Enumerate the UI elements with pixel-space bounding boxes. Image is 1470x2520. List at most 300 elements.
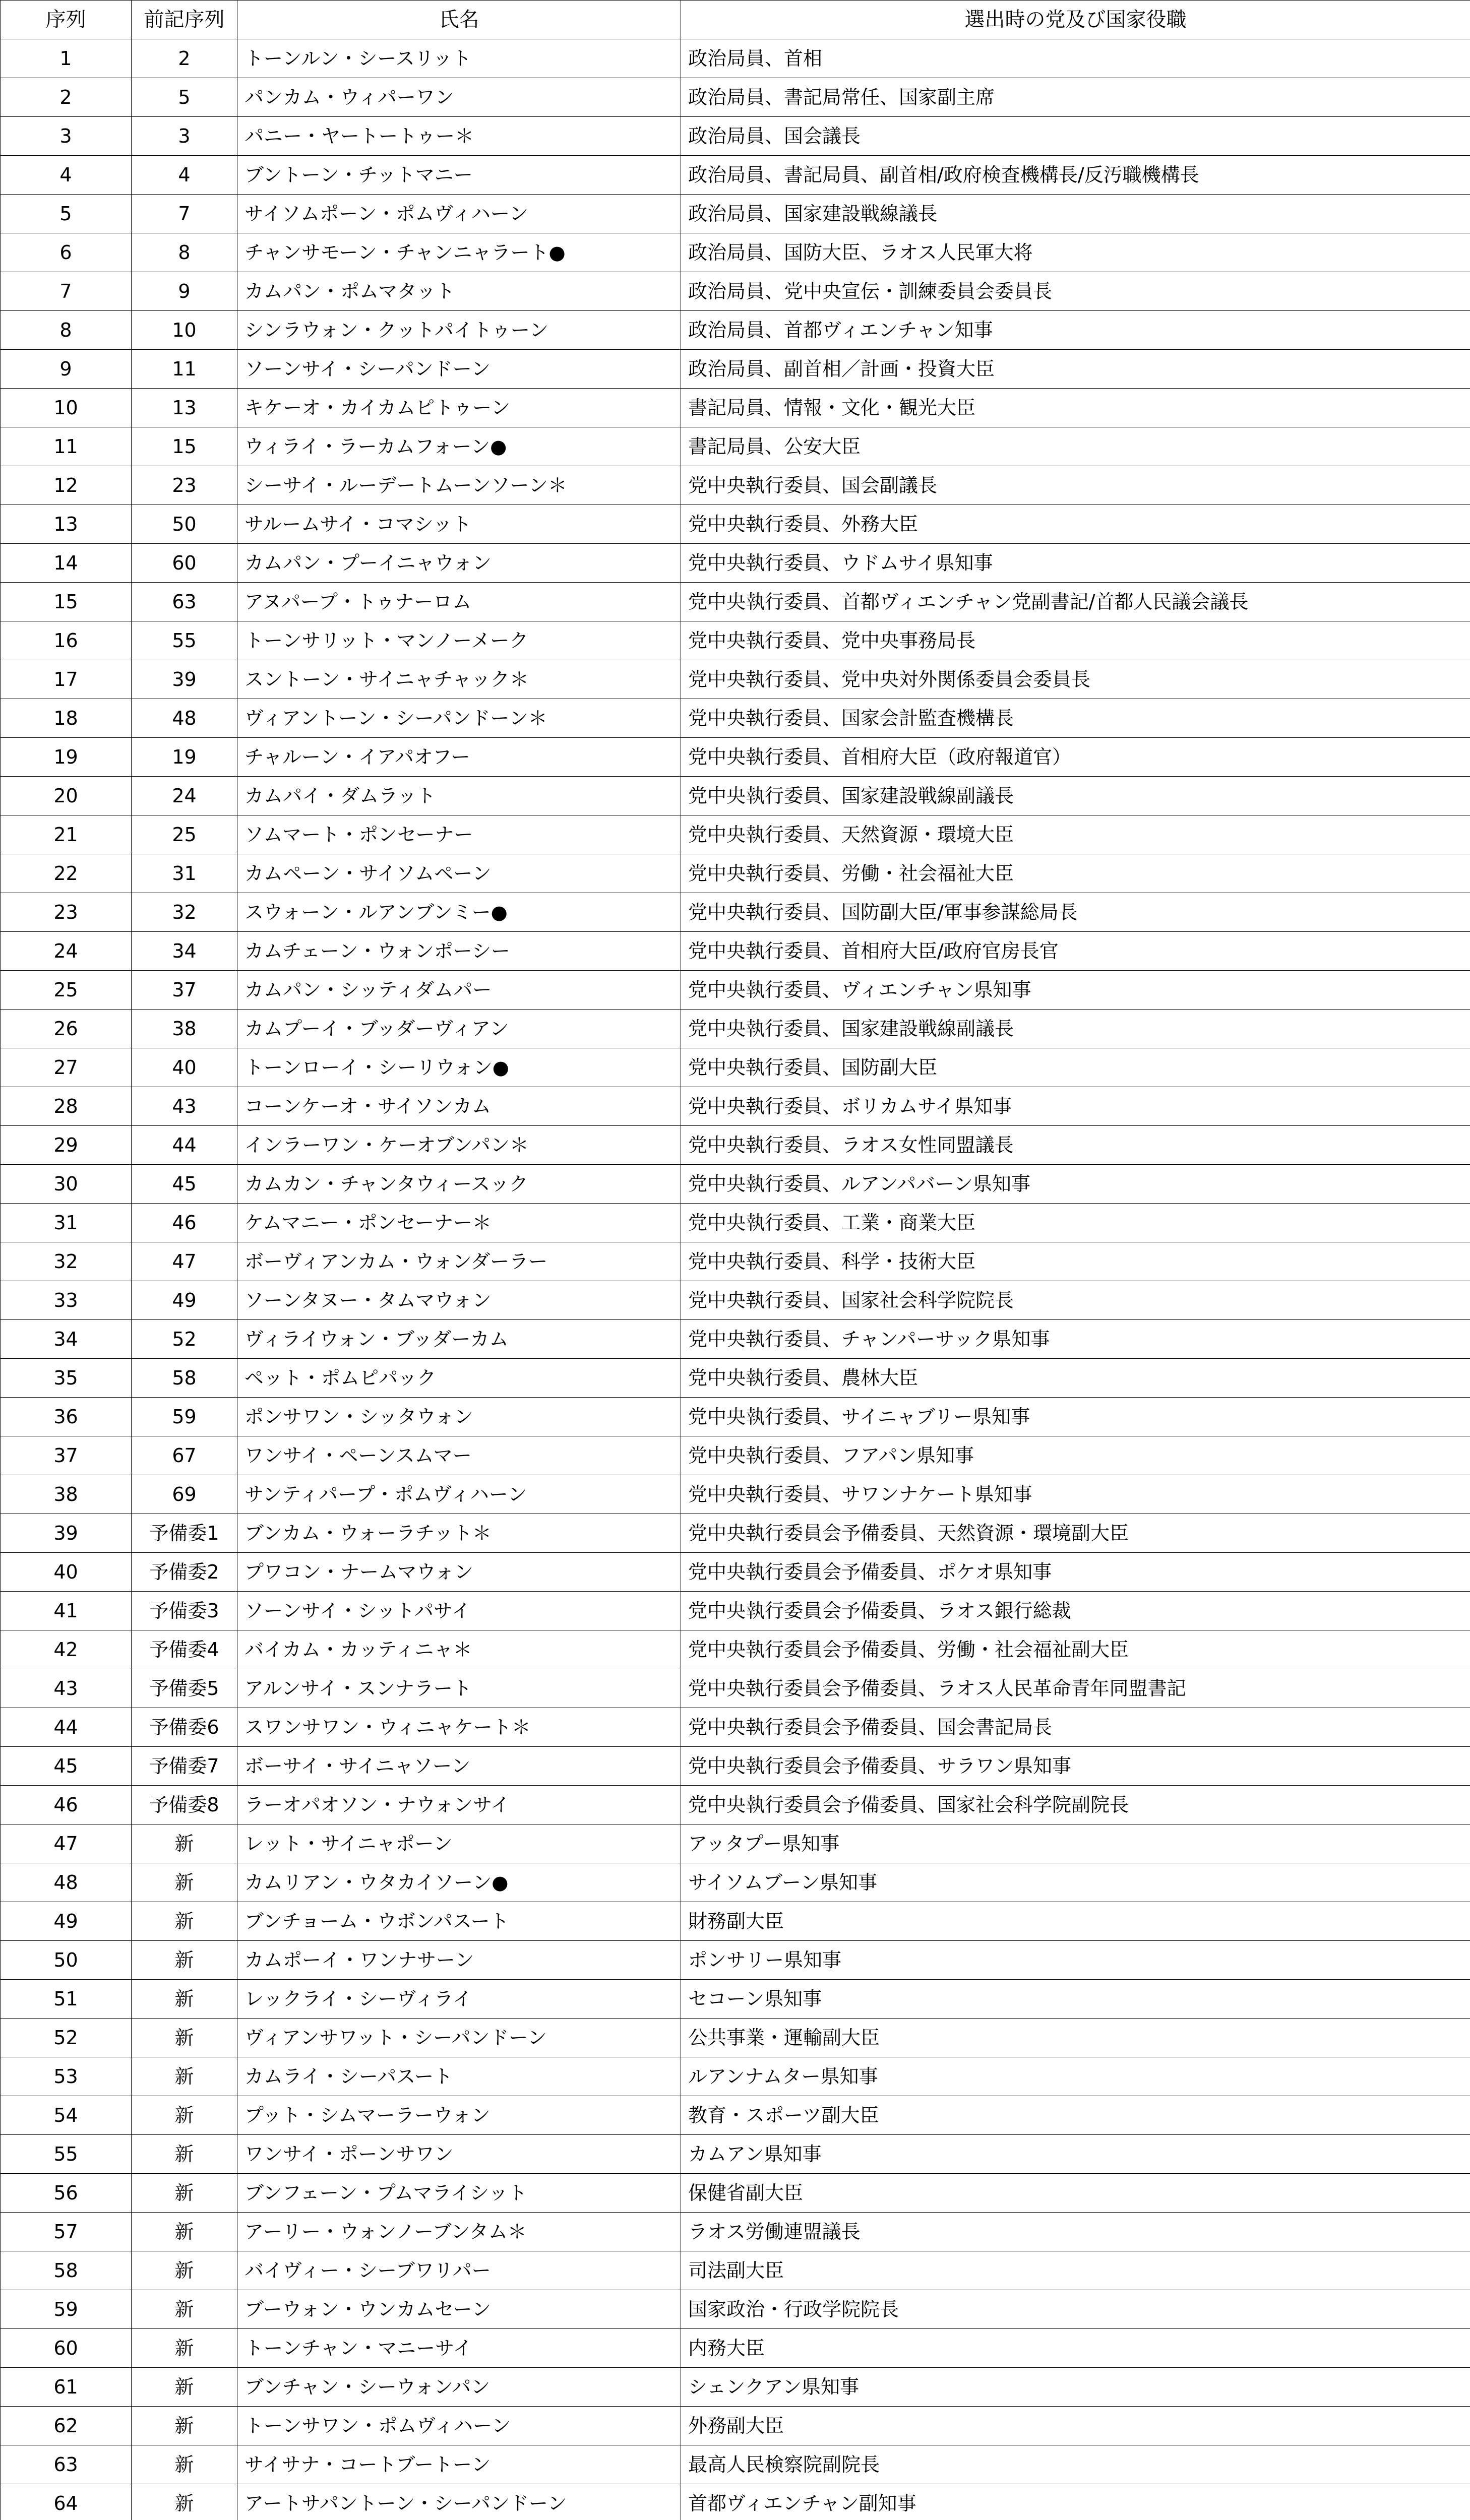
member-row <box>1 466 1470 505</box>
member-row <box>1 738 1470 777</box>
position-cell: 党中央執行委員、工業・商業大臣 <box>681 1204 1470 1242</box>
name-cell: ソーンサイ・シットパサイ <box>237 1592 681 1630</box>
rank-cell: 36 <box>1 1398 132 1436</box>
position-cell: セコーン県知事 <box>681 1980 1470 2019</box>
rank-cell: 11 <box>1 427 132 466</box>
position-cell: 保健省副大臣 <box>681 2174 1470 2213</box>
position-cell: ラオス労働連盟議長 <box>681 2213 1470 2251</box>
position-cell: 党中央執行委員、首相府大臣（政府報道官） <box>681 738 1470 777</box>
prev-rank-cell: 予備委6 <box>132 1708 237 1747</box>
prev-rank-cell: 63 <box>132 583 237 621</box>
name-cell: チャルーン・イアパオフー <box>237 738 681 777</box>
name-cell: スウォーン・ルアンブンミー● <box>237 893 681 932</box>
name-cell: プワコン・ナームマウォン <box>237 1553 681 1592</box>
position-cell: 党中央執行委員、外務大臣 <box>681 505 1470 544</box>
prev-rank-cell: 新 <box>132 2174 237 2213</box>
name-cell: ヴィアントーン・シーパンドーン＊ <box>237 699 681 738</box>
position-cell: 党中央執行委員会予備委員、国会書記局長 <box>681 1708 1470 1747</box>
prev-rank-cell: 34 <box>132 932 237 971</box>
rank-cell: 48 <box>1 1863 132 1902</box>
members-table-body <box>1 1 1470 2520</box>
rank-cell: 33 <box>1 1281 132 1320</box>
member-row <box>1 1669 1470 1708</box>
position-cell: 首都ヴィエンチャン副知事 <box>681 2484 1470 2520</box>
rank-cell: 50 <box>1 1941 132 1980</box>
member-row <box>1 1980 1470 2019</box>
prev-rank-cell: 新 <box>132 1902 237 1941</box>
position-cell: 司法副大臣 <box>681 2251 1470 2290</box>
prev-rank-cell: 4 <box>132 156 237 195</box>
member-row <box>1 2407 1470 2445</box>
name-cell: プット・シムマーラーウォン <box>237 2096 681 2135</box>
position-cell: 党中央執行委員、党中央対外関係委員会委員長 <box>681 660 1470 699</box>
member-row <box>1 1087 1470 1126</box>
member-row <box>1 544 1470 583</box>
member-row <box>1 2213 1470 2251</box>
member-row <box>1 2096 1470 2135</box>
member-row <box>1 2484 1470 2520</box>
member-row <box>1 815 1470 854</box>
position-cell: 党中央執行委員、サイニャブリー県知事 <box>681 1398 1470 1436</box>
position-cell: 政治局員、首都ヴィエンチャン知事 <box>681 311 1470 350</box>
rank-cell: 34 <box>1 1320 132 1359</box>
rank-cell: 54 <box>1 2096 132 2135</box>
member-row <box>1 1824 1470 1863</box>
position-cell: 財務副大臣 <box>681 1902 1470 1941</box>
name-cell: カムパン・プーイニャウォン <box>237 544 681 583</box>
prev-rank-cell: 46 <box>132 1204 237 1242</box>
name-cell: ボーサイ・サイニャソーン <box>237 1747 681 1786</box>
rank-cell: 13 <box>1 505 132 544</box>
member-row <box>1 1863 1470 1902</box>
position-cell: 政治局員、書記局常任、国家副主席 <box>681 78 1470 117</box>
member-row <box>1 272 1470 311</box>
name-cell: ラーオパオソン・ナウォンサイ <box>237 1786 681 1824</box>
name-cell: ボーヴィアンカム・ウォンダーラー <box>237 1242 681 1281</box>
name-cell: カムポーイ・ワンナサーン <box>237 1941 681 1980</box>
prev-rank-cell: 8 <box>132 233 237 272</box>
member-row <box>1 583 1470 621</box>
position-cell: 党中央執行委員会予備委員、ラオス人民革命青年同盟書記 <box>681 1669 1470 1708</box>
position-cell: サイソムブーン県知事 <box>681 1863 1470 1902</box>
rank-cell: 2 <box>1 78 132 117</box>
name-cell: シーサイ・ルーデートムーンソーン＊ <box>237 466 681 505</box>
rank-cell: 1 <box>1 39 132 78</box>
rank-cell: 16 <box>1 621 132 660</box>
prev-rank-cell: 新 <box>132 1824 237 1863</box>
position-cell: 党中央執行委員、ヴィエンチャン県知事 <box>681 971 1470 1010</box>
member-row <box>1 1281 1470 1320</box>
prev-rank-cell: 予備委1 <box>132 1514 237 1553</box>
rank-cell: 31 <box>1 1204 132 1242</box>
name-cell: バイカム・カッティニャ＊ <box>237 1630 681 1669</box>
name-cell: カムペーン・サイソムペーン <box>237 854 681 893</box>
member-row <box>1 1204 1470 1242</box>
position-cell: 党中央執行委員、サワンナケート県知事 <box>681 1475 1470 1514</box>
member-row <box>1 2368 1470 2407</box>
rank-cell: 49 <box>1 1902 132 1941</box>
rank-cell: 42 <box>1 1630 132 1669</box>
member-row <box>1 117 1470 156</box>
position-cell: ルアンナムター県知事 <box>681 2057 1470 2096</box>
position-cell: 党中央執行委員、チャンパーサック県知事 <box>681 1320 1470 1359</box>
prev-rank-cell: 24 <box>132 777 237 815</box>
position-cell: 党中央執行委員、国家会計監査機構長 <box>681 699 1470 738</box>
position-cell: 教育・スポーツ副大臣 <box>681 2096 1470 2135</box>
rank-cell: 51 <box>1 1980 132 2019</box>
member-row <box>1 2329 1470 2368</box>
prev-rank-cell: 予備委5 <box>132 1669 237 1708</box>
prev-rank-cell: 新 <box>132 2445 237 2484</box>
rank-cell: 22 <box>1 854 132 893</box>
prev-rank-cell: 予備委2 <box>132 1553 237 1592</box>
member-row <box>1 1320 1470 1359</box>
rank-cell: 27 <box>1 1048 132 1087</box>
member-row <box>1 1630 1470 1669</box>
name-cell: ポンサワン・シッタウォン <box>237 1398 681 1436</box>
prev-rank-cell: 50 <box>132 505 237 544</box>
member-row <box>1 1359 1470 1398</box>
member-row <box>1 2057 1470 2096</box>
name-cell: ブンカム・ウォーラチット＊ <box>237 1514 681 1553</box>
prev-rank-cell: 9 <box>132 272 237 311</box>
name-cell: キケーオ・カイカムピトゥーン <box>237 389 681 427</box>
position-cell: 党中央執行委員会予備委員、労働・社会福祉副大臣 <box>681 1630 1470 1669</box>
rank-cell: 64 <box>1 2484 132 2520</box>
prev-rank-cell: 49 <box>132 1281 237 1320</box>
position-cell: 党中央執行委員、国会副議長 <box>681 466 1470 505</box>
member-row <box>1 156 1470 195</box>
member-row <box>1 389 1470 427</box>
prev-rank-cell: 37 <box>132 971 237 1010</box>
rank-cell: 15 <box>1 583 132 621</box>
name-cell: ブンフェーン・プムマライシット <box>237 2174 681 2213</box>
name-cell: バイヴィー・シーブワリパー <box>237 2251 681 2290</box>
prev-rank-cell: 新 <box>132 1980 237 2019</box>
rank-cell: 9 <box>1 350 132 389</box>
rank-cell: 28 <box>1 1087 132 1126</box>
position-cell: 書記局員、情報・文化・観光大臣 <box>681 389 1470 427</box>
rank-cell: 17 <box>1 660 132 699</box>
member-row <box>1 78 1470 117</box>
member-row <box>1 1475 1470 1514</box>
position-cell: ポンサリー県知事 <box>681 1941 1470 1980</box>
member-row <box>1 427 1470 466</box>
prev-rank-cell: 67 <box>132 1436 237 1475</box>
member-row <box>1 777 1470 815</box>
rank-cell: 47 <box>1 1824 132 1863</box>
position-cell: 党中央執行委員会予備委員、天然資源・環境副大臣 <box>681 1514 1470 1553</box>
position-cell: 党中央執行委員会予備委員、サラワン県知事 <box>681 1747 1470 1786</box>
position-cell: 政治局員、副首相／計画・投資大臣 <box>681 350 1470 389</box>
rank-cell: 19 <box>1 738 132 777</box>
rank-cell: 6 <box>1 233 132 272</box>
rank-cell: 35 <box>1 1359 132 1398</box>
name-cell: サイサナ・コートブートーン <box>237 2445 681 2484</box>
prev-rank-cell: 39 <box>132 660 237 699</box>
name-cell: アートサパントーン・シーパンドーン <box>237 2484 681 2520</box>
member-row <box>1 350 1470 389</box>
position-cell: 党中央執行委員、労働・社会福祉大臣 <box>681 854 1470 893</box>
rank-cell: 43 <box>1 1669 132 1708</box>
prev-rank-cell: 58 <box>132 1359 237 1398</box>
prev-rank-cell: 10 <box>132 311 237 350</box>
prev-rank-cell: 32 <box>132 893 237 932</box>
prev-rank-cell: 11 <box>132 350 237 389</box>
member-row <box>1 1786 1470 1824</box>
name-cell: カムカン・チャンタウィースック <box>237 1165 681 1204</box>
name-cell: カムパン・シッティダムパー <box>237 971 681 1010</box>
rank-cell: 3 <box>1 117 132 156</box>
prev-rank-cell: 新 <box>132 1863 237 1902</box>
position-cell: 書記局員、公安大臣 <box>681 427 1470 466</box>
prev-rank-cell: 31 <box>132 854 237 893</box>
position-cell: 党中央執行委員、フアパン県知事 <box>681 1436 1470 1475</box>
position-cell: 党中央執行委員、国防副大臣/軍事参謀総局長 <box>681 893 1470 932</box>
name-cell: カムプーイ・ブッダーヴィアン <box>237 1010 681 1048</box>
prev-rank-cell: 40 <box>132 1048 237 1087</box>
prev-rank-cell: 23 <box>132 466 237 505</box>
position-cell: 党中央執行委員、首相府大臣/政府官房長官 <box>681 932 1470 971</box>
name-cell: パンカム・ウィパーワン <box>237 78 681 117</box>
member-row <box>1 2019 1470 2057</box>
rank-cell: 59 <box>1 2290 132 2329</box>
prev-rank-cell: 新 <box>132 2213 237 2251</box>
prev-rank-cell: 新 <box>132 2057 237 2096</box>
rank-cell: 41 <box>1 1592 132 1630</box>
rank-cell: 21 <box>1 815 132 854</box>
prev-rank-cell: 予備委3 <box>132 1592 237 1630</box>
member-row <box>1 1242 1470 1281</box>
member-row <box>1 1941 1470 1980</box>
rank-cell: 26 <box>1 1010 132 1048</box>
position-cell: 党中央執行委員、国家建設戦線副議長 <box>681 1010 1470 1048</box>
rank-cell: 39 <box>1 1514 132 1553</box>
member-row <box>1 699 1470 738</box>
member-row <box>1 621 1470 660</box>
prev-rank-cell: 43 <box>132 1087 237 1126</box>
member-row <box>1 2290 1470 2329</box>
name-cell: ヴィライウォン・ブッダーカム <box>237 1320 681 1359</box>
rank-cell: 56 <box>1 2174 132 2213</box>
member-row <box>1 854 1470 893</box>
member-row <box>1 195 1470 233</box>
rank-cell: 8 <box>1 311 132 350</box>
name-cell: トーンサリット・マンノーメーク <box>237 621 681 660</box>
position-cell: 政治局員、国家建設戦線議長 <box>681 195 1470 233</box>
member-row <box>1 39 1470 78</box>
name-cell: サルームサイ・コマシット <box>237 505 681 544</box>
position-cell: カムアン県知事 <box>681 2135 1470 2174</box>
position-cell: アッタプー県知事 <box>681 1824 1470 1863</box>
member-row <box>1 2251 1470 2290</box>
prev-rank-cell: 新 <box>132 2096 237 2135</box>
name-cell: サイソムポーン・ポムヴィハーン <box>237 195 681 233</box>
prev-rank-cell: 13 <box>132 389 237 427</box>
name-cell: ブーウォン・ウンカムセーン <box>237 2290 681 2329</box>
name-cell: インラーワン・ケーオブンパン＊ <box>237 1126 681 1165</box>
name-cell: カムチェーン・ウォンポーシー <box>237 932 681 971</box>
name-cell: カムリアン・ウタカイソーン● <box>237 1863 681 1902</box>
position-cell: 党中央執行委員、農林大臣 <box>681 1359 1470 1398</box>
member-row <box>1 233 1470 272</box>
name-cell: ソーンサイ・シーパンドーン <box>237 350 681 389</box>
rank-cell: 25 <box>1 971 132 1010</box>
name-cell: サンティパープ・ポムヴィハーン <box>237 1475 681 1514</box>
position-cell: 党中央執行委員、ラオス女性同盟議長 <box>681 1126 1470 1165</box>
rank-cell: 24 <box>1 932 132 971</box>
name-cell: ワンサイ・ペーンスムマー <box>237 1436 681 1475</box>
rank-cell: 30 <box>1 1165 132 1204</box>
name-cell: ペット・ポムピパック <box>237 1359 681 1398</box>
name-cell: トーンサワン・ポムヴィハーン <box>237 2407 681 2445</box>
position-cell: 党中央執行委員、国防副大臣 <box>681 1048 1470 1087</box>
position-cell: 政治局員、書記局員、副首相/政府検査機構長/反汚職機構長 <box>681 156 1470 195</box>
prev-rank-cell: 45 <box>132 1165 237 1204</box>
position-cell: 政治局員、国防大臣、ラオス人民軍大将 <box>681 233 1470 272</box>
rank-cell: 60 <box>1 2329 132 2368</box>
name-cell: スワンサワン・ウィニャケート＊ <box>237 1708 681 1747</box>
prev-rank-cell: 5 <box>132 78 237 117</box>
rank-cell: 61 <box>1 2368 132 2407</box>
rank-cell: 4 <box>1 156 132 195</box>
prev-rank-cell: 60 <box>132 544 237 583</box>
name-cell: カムパン・ポムマタット <box>237 272 681 311</box>
rank-cell: 40 <box>1 1553 132 1592</box>
position-cell: 党中央執行委員、天然資源・環境大臣 <box>681 815 1470 854</box>
prev-rank-cell: 47 <box>132 1242 237 1281</box>
name-cell: シンラウォン・クットパイトゥーン <box>237 311 681 350</box>
prev-rank-cell: 3 <box>132 117 237 156</box>
member-row <box>1 1708 1470 1747</box>
rank-cell: 38 <box>1 1475 132 1514</box>
prev-rank-cell: 新 <box>132 2368 237 2407</box>
rank-cell: 62 <box>1 2407 132 2445</box>
prev-rank-cell: 52 <box>132 1320 237 1359</box>
member-row <box>1 1902 1470 1941</box>
position-cell: 内務大臣 <box>681 2329 1470 2368</box>
rank-cell: 5 <box>1 195 132 233</box>
header-row <box>1 1 1470 39</box>
prev-rank-cell: 新 <box>132 2329 237 2368</box>
header-prev-rank: 前記序列 <box>132 1 237 39</box>
name-cell: レット・サイニャポーン <box>237 1824 681 1863</box>
name-cell: アヌパープ・トゥナーロム <box>237 583 681 621</box>
prev-rank-cell: 15 <box>132 427 237 466</box>
member-row <box>1 1048 1470 1087</box>
prev-rank-cell: 新 <box>132 2484 237 2520</box>
prev-rank-cell: 7 <box>132 195 237 233</box>
prev-rank-cell: 48 <box>132 699 237 738</box>
member-row <box>1 311 1470 350</box>
prev-rank-cell: 新 <box>132 2135 237 2174</box>
position-cell: 最高人民検察院副院長 <box>681 2445 1470 2484</box>
rank-cell: 32 <box>1 1242 132 1281</box>
prev-rank-cell: 19 <box>132 738 237 777</box>
position-cell: 政治局員、国会議長 <box>681 117 1470 156</box>
member-row <box>1 1747 1470 1786</box>
member-row <box>1 1398 1470 1436</box>
name-cell: コーンケーオ・サイソンカム <box>237 1087 681 1126</box>
prev-rank-cell: 38 <box>132 1010 237 1048</box>
rank-cell: 44 <box>1 1708 132 1747</box>
position-cell: 政治局員、党中央宣伝・訓練委員会委員長 <box>681 272 1470 311</box>
rank-cell: 58 <box>1 2251 132 2290</box>
member-row <box>1 1010 1470 1048</box>
member-row <box>1 2135 1470 2174</box>
header-name: 氏名 <box>237 1 681 39</box>
name-cell: トーンルン・シースリット <box>237 39 681 78</box>
name-cell: カムライ・シーパスート <box>237 2057 681 2096</box>
name-cell: チャンサモーン・チャンニャラート● <box>237 233 681 272</box>
position-cell: 党中央執行委員、ウドムサイ県知事 <box>681 544 1470 583</box>
rank-cell: 10 <box>1 389 132 427</box>
rank-cell: 46 <box>1 1786 132 1824</box>
position-cell: 党中央執行委員、首都ヴィエンチャン党副書記/首都人民議会議長 <box>681 583 1470 621</box>
rank-cell: 14 <box>1 544 132 583</box>
prev-rank-cell: 予備委4 <box>132 1630 237 1669</box>
prev-rank-cell: 新 <box>132 2290 237 2329</box>
name-cell: スントーン・サイニャチャック＊ <box>237 660 681 699</box>
rank-cell: 52 <box>1 2019 132 2057</box>
name-cell: アーリー・ウォンノーブンタム＊ <box>237 2213 681 2251</box>
member-row <box>1 1165 1470 1204</box>
header-rank: 序列 <box>1 1 132 39</box>
rank-cell: 29 <box>1 1126 132 1165</box>
member-row <box>1 2174 1470 2213</box>
rank-cell: 37 <box>1 1436 132 1475</box>
name-cell: カムパイ・ダムラット <box>237 777 681 815</box>
name-cell: レックライ・シーヴィライ <box>237 1980 681 2019</box>
position-cell: 党中央執行委員会予備委員、ポケオ県知事 <box>681 1553 1470 1592</box>
name-cell: ブンチャン・シーウォンパン <box>237 2368 681 2407</box>
position-cell: 党中央執行委員、科学・技術大臣 <box>681 1242 1470 1281</box>
rank-cell: 18 <box>1 699 132 738</box>
name-cell: ヴィアンサワット・シーパンドーン <box>237 2019 681 2057</box>
prev-rank-cell: 25 <box>132 815 237 854</box>
name-cell: ケムマニー・ポンセーナー＊ <box>237 1204 681 1242</box>
member-row <box>1 1436 1470 1475</box>
name-cell: アルンサイ・スンナラート <box>237 1669 681 1708</box>
name-cell: トーンローイ・シーリウォン● <box>237 1048 681 1087</box>
member-row <box>1 1592 1470 1630</box>
member-row <box>1 660 1470 699</box>
position-cell: 党中央執行委員、ルアンパバーン県知事 <box>681 1165 1470 1204</box>
member-row <box>1 971 1470 1010</box>
header-position: 選出時の党及び国家役職 <box>681 1 1470 39</box>
member-row <box>1 505 1470 544</box>
name-cell: ソーンタヌー・タムマウォン <box>237 1281 681 1320</box>
prev-rank-cell: 新 <box>132 2019 237 2057</box>
prev-rank-cell: 44 <box>132 1126 237 1165</box>
position-cell: シェンクアン県知事 <box>681 2368 1470 2407</box>
member-row <box>1 1126 1470 1165</box>
member-row <box>1 1514 1470 1553</box>
position-cell: 外務副大臣 <box>681 2407 1470 2445</box>
member-row <box>1 1553 1470 1592</box>
position-cell: 党中央執行委員会予備委員、ラオス銀行総裁 <box>681 1592 1470 1630</box>
position-cell: 党中央執行委員会予備委員、国家社会科学院副院長 <box>681 1786 1470 1824</box>
prev-rank-cell: 69 <box>132 1475 237 1514</box>
rank-cell: 7 <box>1 272 132 311</box>
prev-rank-cell: 59 <box>132 1398 237 1436</box>
name-cell: ブントーン・チットマニー <box>237 156 681 195</box>
rank-cell: 45 <box>1 1747 132 1786</box>
position-cell: 党中央執行委員、国家建設戦線副議長 <box>681 777 1470 815</box>
position-cell: 党中央執行委員、党中央事務局長 <box>681 621 1470 660</box>
prev-rank-cell: 新 <box>132 2407 237 2445</box>
prev-rank-cell: 予備委8 <box>132 1786 237 1824</box>
